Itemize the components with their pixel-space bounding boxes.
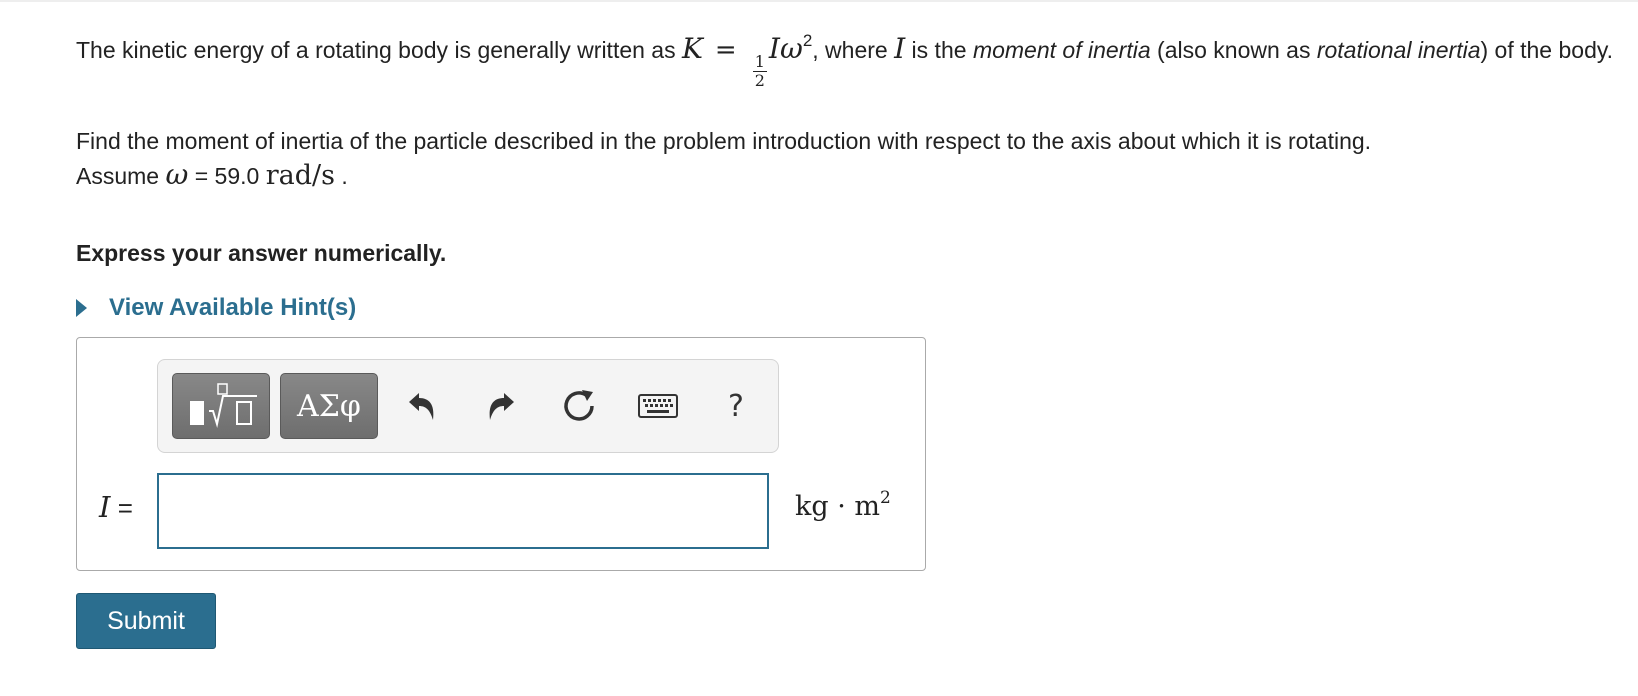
submit-button[interactable]: Submit xyxy=(76,593,216,649)
intro-text-end: ) of the body. xyxy=(1480,37,1614,63)
answer-box xyxy=(76,337,926,571)
question-line: Find the moment of inertia of the particle described in the problem introduction with respect to the axis about which it is rotating. xyxy=(76,128,1372,154)
formula-k: K xyxy=(682,32,703,65)
assume-period: . xyxy=(334,163,348,189)
view-hints-link[interactable]: View Available Hint(s) xyxy=(109,294,357,321)
view-hints-toggle[interactable] xyxy=(76,294,356,322)
greek-symbols-button[interactable]: ΑΣφ xyxy=(280,373,378,439)
keyboard-icon xyxy=(638,393,678,419)
formula-equals: = xyxy=(714,35,737,65)
intro-text-before: The kinetic energy of a rotating body is generally written as xyxy=(76,37,682,63)
caret-right-icon xyxy=(76,299,87,317)
templates-icon xyxy=(181,381,261,431)
redo-icon xyxy=(484,388,518,424)
omega-unit: rad/s xyxy=(265,160,335,191)
answer-variable: I xyxy=(99,490,111,524)
omega-value: 59.0 xyxy=(214,163,260,189)
term-moment-of-inertia: moment of inertia xyxy=(972,37,1151,63)
intro-text-where: , where xyxy=(812,37,895,63)
keyboard-button[interactable] xyxy=(635,382,681,430)
term-rotational-inertia: rotational inertia xyxy=(1316,37,1481,63)
reset-icon xyxy=(560,387,598,425)
answer-input[interactable] xyxy=(157,473,769,549)
assume-prefix: Assume xyxy=(76,163,166,189)
answer-variable-label xyxy=(99,490,133,524)
answer-unit xyxy=(795,488,891,522)
intro-text-also: (also known as xyxy=(1150,37,1317,63)
omega-symbol: ω xyxy=(165,158,189,191)
answer-equals: = xyxy=(117,493,133,523)
intro-text-is-the: is the xyxy=(905,37,973,63)
intro-paragraph xyxy=(76,30,1636,89)
unit-exponent: 2 xyxy=(880,488,891,508)
redo-button[interactable] xyxy=(478,382,524,430)
math-toolbar xyxy=(157,359,779,453)
fraction-numerator: 1 xyxy=(754,52,765,71)
undo-button[interactable] xyxy=(399,382,445,430)
reset-button[interactable] xyxy=(556,382,602,430)
formula-exponent: 2 xyxy=(802,31,813,50)
formula-i: I xyxy=(768,32,780,65)
formula-omega: ω xyxy=(779,32,803,65)
var-i: I xyxy=(894,32,906,65)
templates-button[interactable] xyxy=(172,373,270,439)
fraction-denominator: 2 xyxy=(754,71,765,90)
help-button[interactable]: ? xyxy=(728,388,744,424)
top-divider xyxy=(0,0,1638,2)
assume-equals: = xyxy=(188,163,215,189)
unit-base: kg · m xyxy=(795,491,880,522)
formula-fraction xyxy=(753,54,767,89)
undo-icon xyxy=(405,388,439,424)
question-paragraph xyxy=(76,124,1636,193)
instruction-text: Express your answer numerically. xyxy=(76,240,447,266)
